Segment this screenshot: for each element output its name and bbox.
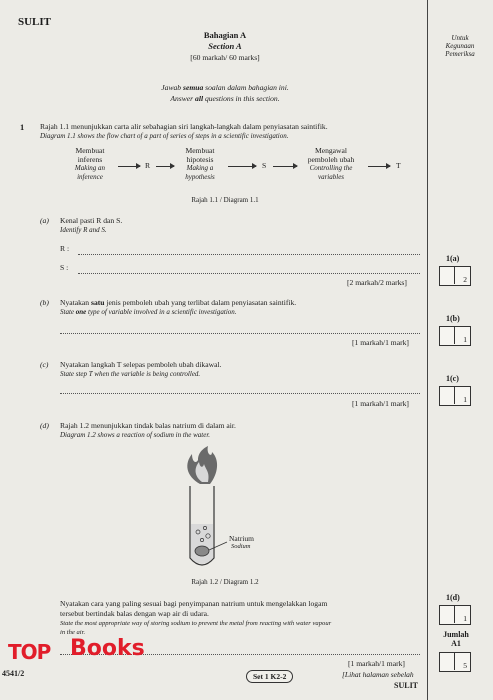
score-max: 2 <box>463 275 467 284</box>
sodium-label: Sodium <box>231 543 251 550</box>
q1-stem-en: Diagram 1.1 shows the flow chart of a part of series of steps in a scientific investigation. <box>40 132 289 140</box>
flow-t: T <box>396 161 401 170</box>
total-label <box>432 630 480 648</box>
instruction-en: Answer all questions in this section. <box>170 94 280 103</box>
examiner-note-line: Pemeriksa <box>445 50 475 58</box>
side-label-1a: 1(a) <box>446 254 460 263</box>
flow-text: Controlling the <box>309 164 353 172</box>
score-max: 5 <box>463 661 467 670</box>
sulit-header: SULIT <box>18 16 52 28</box>
sulit-footer: SULIT <box>394 681 419 690</box>
section-title-ms: Bahagian A <box>203 30 247 40</box>
examiner-note-line: Kegunaan <box>445 42 475 50</box>
flow-s: S <box>262 161 267 170</box>
qa-r-label: R : <box>60 244 70 253</box>
qc-text-en: State step T when the variable is being controlled. <box>60 370 201 378</box>
flow-step-inference <box>60 146 120 182</box>
answer-line-r[interactable] <box>78 253 420 255</box>
score-max: 1 <box>463 395 467 404</box>
flow-r: R <box>145 161 151 170</box>
qd-text-ms: Rajah 1.2 menunjukkan tindak balas natrium di dalam air. <box>60 421 236 430</box>
diagram1-caption: Rajah 1.1 / Diagram 1.1 <box>191 196 259 204</box>
paper-code: 4541/2 <box>2 669 25 678</box>
qd-ask-en-1: State the most appropriate way of storing sodium to prevent the metal from reacting with water vapour <box>60 620 332 627</box>
qb-text-ms: Nyatakan satu jenis pemboleh ubah yang terlibat dalam penyiasatan saintifik. <box>60 298 297 307</box>
qa-text-en: Identify R and S. <box>60 226 107 234</box>
score-box-divider <box>454 653 470 670</box>
qa-s-label: S : <box>60 263 69 272</box>
flow-text: Making a <box>186 164 214 172</box>
section-marks: [60 markah/ 60 marks] <box>190 53 260 62</box>
qd-ask-ms-2: tersebut bertindak balas dengan wap air di udara. <box>60 609 209 618</box>
flow-step-variables <box>291 146 371 182</box>
instruction-ms: Jawab semua soalan dalam bahagian ini. <box>161 83 289 92</box>
flow-arrow <box>118 166 140 167</box>
qa-label: (a) <box>40 216 49 225</box>
qb-marks: [1 markah/1 mark] <box>352 338 409 347</box>
score-max: 1 <box>463 335 467 344</box>
score-box-divider <box>454 267 470 284</box>
score-box-divider <box>454 327 470 344</box>
side-label-1b: 1(b) <box>446 314 460 323</box>
examiner-note <box>432 34 488 58</box>
side-label-1d: 1(d) <box>446 593 460 602</box>
examiner-note-line: Untuk <box>451 34 469 42</box>
score-box-divider <box>454 606 470 623</box>
topbooks-logo-books: Books <box>70 636 145 661</box>
qa-text-ms: Kenal pasti R dan S. <box>60 216 123 225</box>
score-box-1b[interactable] <box>439 326 471 346</box>
total-label-line: Jumlah <box>443 630 469 639</box>
flow-text: inferens <box>77 155 103 164</box>
answer-line-c[interactable] <box>60 392 420 394</box>
flow-text: hypothesis <box>185 173 215 181</box>
qd-text-en: Diagram 1.2 shows a reaction of sodium in the water. <box>60 431 211 439</box>
qc-label: (c) <box>40 360 49 369</box>
score-box-total[interactable] <box>439 652 471 672</box>
score-box-1d[interactable] <box>439 605 471 625</box>
flow-arrow <box>368 166 390 167</box>
score-box-1a[interactable] <box>439 266 471 286</box>
next-page-note: [Lihat halaman sebelah <box>342 670 414 679</box>
score-max: 1 <box>463 614 467 623</box>
qb-text-en: State one type of variable involved in a scientific investigation. <box>60 308 237 316</box>
section-title-en: Section A <box>208 41 242 51</box>
score-box-1c[interactable] <box>439 386 471 406</box>
flow-text: Making an <box>74 164 106 172</box>
flow-arrow <box>228 166 256 167</box>
topbooks-logo-top: TOP <box>8 640 51 664</box>
examiner-margin-line <box>427 0 428 700</box>
qd-ask-ms-1: Nyatakan cara yang paling sesuai bagi penyimpanan natrium untuk mengelakkan logam <box>60 599 328 608</box>
side-label-1c: 1(c) <box>446 374 459 383</box>
qb-label: (b) <box>40 298 49 307</box>
natrium-label: Natrium <box>229 534 254 543</box>
flow-text: pemboleh ubah <box>307 155 355 164</box>
flow-step-hypothesis <box>170 146 230 182</box>
qd-marks: [1 markah/1 mark] <box>348 659 405 668</box>
score-box-divider <box>454 387 470 404</box>
diagram2-caption: Rajah 1.2 / Diagram 1.2 <box>191 578 259 586</box>
qd-label: (d) <box>40 421 49 430</box>
flow-text: Membuat <box>185 146 215 155</box>
q1-stem-ms: Rajah 1.1 menunjukkan carta alir sebahagian siri langkah-langkah dalam penyiasatan saintifik. <box>40 122 328 131</box>
total-label-line: A1 <box>451 639 461 648</box>
answer-line-s[interactable] <box>78 272 420 274</box>
question-number: 1 <box>20 122 25 132</box>
set-badge: Set 1 K2-2 <box>246 670 293 683</box>
test-tube-diagram <box>172 446 292 576</box>
flow-text: variables <box>317 173 345 181</box>
qd-ask-en-2: in the air. <box>60 629 86 636</box>
qa-marks: [2 markah/2 marks] <box>347 278 407 287</box>
answer-line-b[interactable] <box>60 332 420 334</box>
flow-text: Mengawal <box>314 146 348 155</box>
qc-marks: [1 markah/1 mark] <box>352 399 409 408</box>
qc-text-ms: Nyatakan langkah T selepas pemboleh ubah dikawal. <box>60 360 222 369</box>
flow-text: hipotesis <box>186 155 214 164</box>
flow-text: Membuat <box>75 146 105 155</box>
flow-text: inference <box>77 173 103 181</box>
